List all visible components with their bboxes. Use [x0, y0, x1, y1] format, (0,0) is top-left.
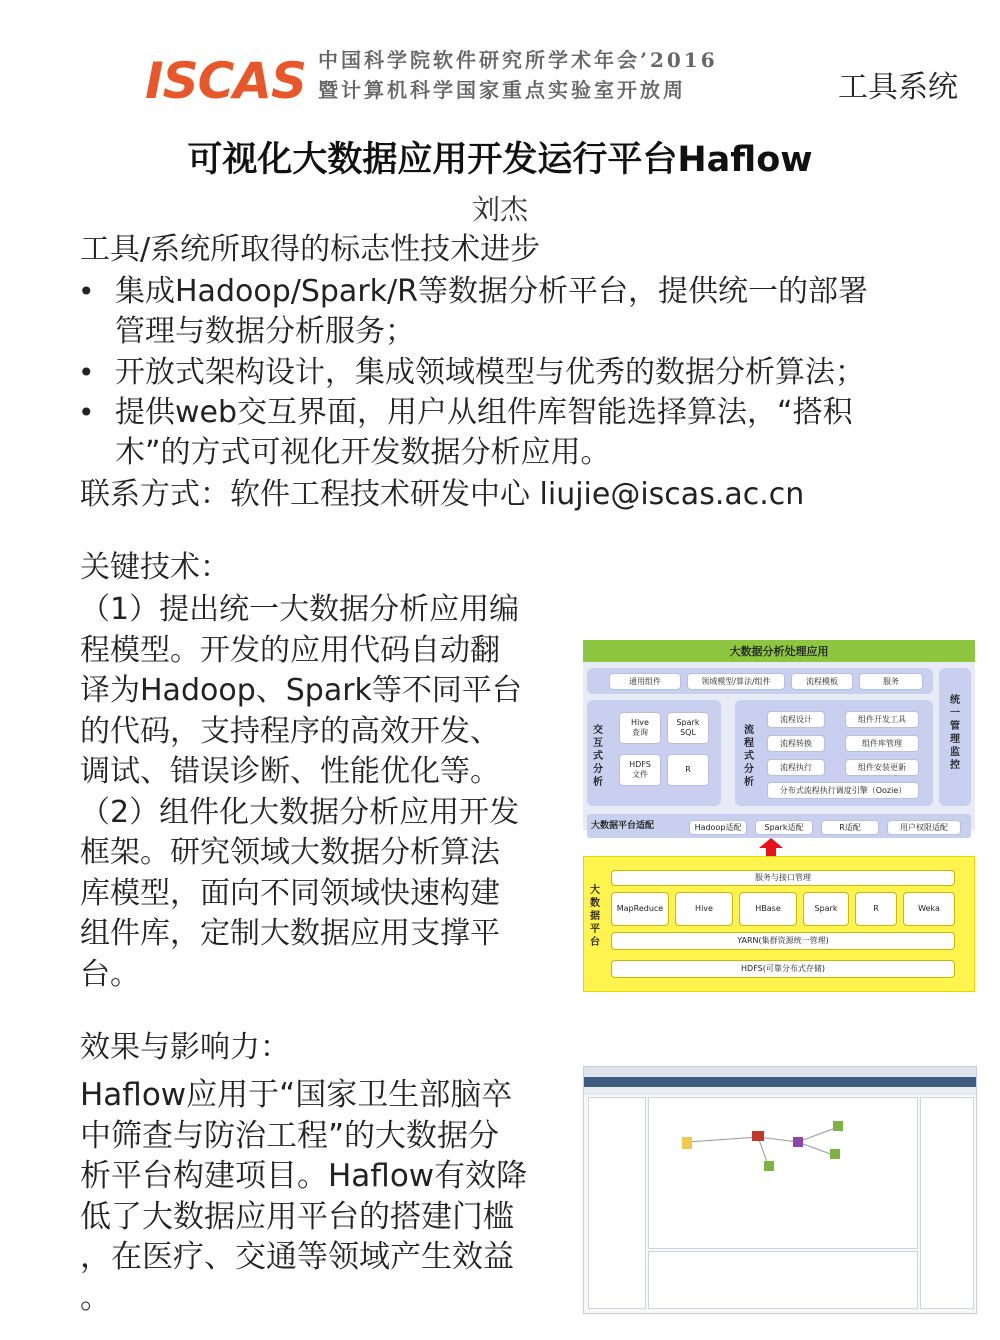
achievements-heading: 工具/系统所取得的标志性技术进步 — [80, 232, 541, 267]
hdfs-bar: HDFS(可靠分布式存储) — [611, 960, 955, 978]
bullet-icon: • — [78, 396, 95, 429]
flow-analysis-label: 流程式分析 — [744, 725, 754, 788]
engine-item: Hive — [675, 892, 733, 926]
impact-body: Haflow应用于“国家卫生部脑卒 中筛查与防治工程”的大数据分 析平台构建项目。Haflow有效降 低了大数据应用平台的搭建门槛 ，在医疗、交通等领域产生效益 。 — [80, 1077, 528, 1316]
workflow-canvas-icon — [648, 1097, 916, 1247]
key-tech-heading: 关键技术： — [80, 550, 230, 585]
flow-item: 流程转换 — [767, 735, 825, 752]
diagram-top-item: 服务 — [859, 673, 923, 690]
management-monitor-label: 统一管理监控 — [950, 695, 960, 771]
diagram-top-item: 流程模板 — [791, 673, 853, 690]
flow-item: 组件库管理 — [845, 735, 919, 752]
impact-heading: 效果与影响力： — [80, 1030, 290, 1065]
bullet-icon: • — [78, 275, 95, 308]
adapter-label: 大数据平台适配 — [591, 821, 655, 831]
key-tech-body: （1）提出统一大数据分析应用编 程模型。开发的应用代码自动翻 译为Hadoop、Spark等不同平台 的代码，支持程序的高效开发、 调试、错误诊断、性能优化等。 （2）组件化大数据分析应用开发 框架。研究领域大数据分析算法 库模型，面向不同领域快速构建 组件库，定制大数据应用支撑平 台。 — [80, 592, 522, 992]
haflow-screenshot — [583, 1066, 977, 1314]
engine-item: MapReduce — [611, 892, 669, 926]
flow-item: 组件安装更新 — [845, 759, 919, 776]
achievement-item-2: 开放式架构设计，集成领域模型与优秀的数据分析算法； — [115, 355, 865, 390]
interactive-item: HDFS 文件 — [619, 754, 661, 786]
flow-item: 流程执行 — [767, 759, 825, 776]
iscas-logo: ISCAS — [145, 52, 307, 110]
category-label: 工具系统 — [838, 70, 958, 105]
interactive-item: Spark SQL — [667, 712, 709, 744]
interactive-item: Hive 查询 — [619, 712, 661, 744]
author-name: 刘杰 — [471, 193, 528, 226]
conference-title-line1: 中国科学院软件研究所学术年会’2016 — [318, 48, 718, 72]
flow-item: 流程设计 — [767, 711, 825, 728]
diagram-top-item: 通用组件 — [609, 673, 681, 690]
yarn-bar: YARN(集群资源统一管理) — [611, 932, 955, 950]
engine-item: R — [855, 892, 897, 926]
platform-label: 大数据平台 — [590, 885, 600, 948]
achievement-item-1: 集成Hadoop/Spark/R等数据分析平台，提供统一的部署 管理与数据分析服务； — [115, 274, 868, 349]
diagram-top-title: 大数据分析处理应用 — [583, 640, 975, 662]
interactive-item: R — [667, 754, 709, 786]
flow-item: 组件开发工具 — [845, 711, 919, 728]
up-arrow-icon — [759, 838, 783, 858]
adapter-item: 用户权限适配 — [887, 820, 961, 835]
adapter-item: Hadoop适配 — [689, 820, 747, 835]
architecture-diagram — [583, 640, 975, 992]
achievement-item-3: 提供web交互界面，用户从组件库智能选择算法，“搭积 木”的方式可视化开发数据分析应用。 — [115, 395, 853, 470]
flow-engine: 分布式流程执行调度引擎（Oozie） — [767, 782, 919, 799]
diagram-top-item: 领域模型/算法/组件 — [687, 673, 785, 690]
bullet-icon: • — [78, 356, 95, 389]
interactive-analysis-label: 交互式分析 — [593, 725, 603, 788]
engine-item: Weka — [903, 892, 955, 926]
contact-info: 联系方式：软件工程技术研发中心 liujie@iscas.ac.cn — [80, 477, 805, 512]
page-title: 可视化大数据应用开发运行平台Haflow — [187, 140, 813, 180]
engine-item: Spark — [803, 892, 849, 926]
conference-title-line2: 暨计算机科学国家重点实验室开放周 — [318, 78, 686, 102]
adapter-item: R适配 — [821, 820, 879, 835]
adapter-item: Spark适配 — [755, 820, 813, 835]
service-bar: 服务与接口管理 — [611, 870, 955, 886]
engine-item: HBase — [739, 892, 797, 926]
